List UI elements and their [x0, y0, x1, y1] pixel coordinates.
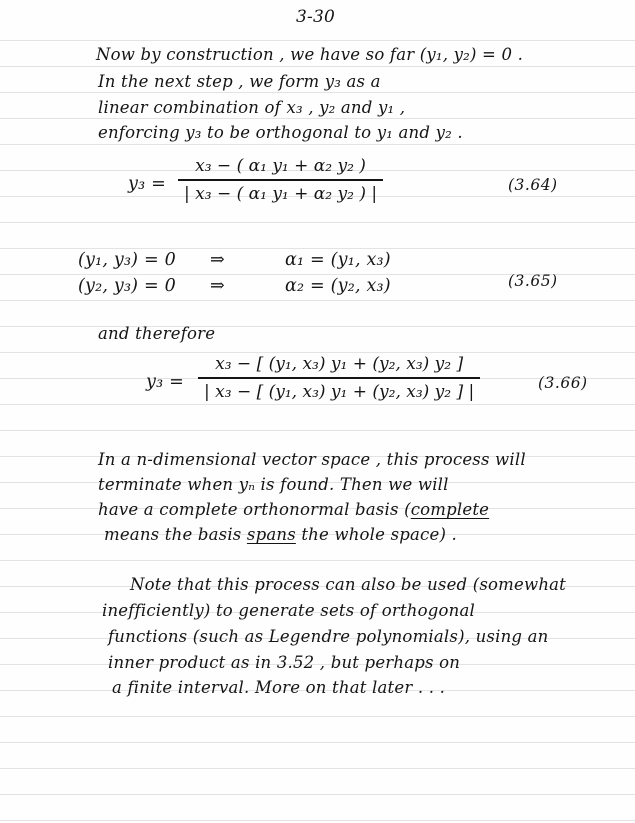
para3-line1: Note that this process can also be used (somewhat [130, 575, 567, 594]
eq-3-65-tag: (3.65) [508, 272, 558, 290]
para2-line2: terminate when yₙ is found. Then we will [98, 475, 449, 494]
para3-line4: inner product as in 3.52 , but perhaps on [108, 653, 461, 672]
para1-line3: linear combination of x₃ , y₂ and y₁ , [98, 98, 406, 117]
para2-line4-text-c: the whole space) . [295, 525, 457, 544]
underlined-word-complete: complete [410, 500, 490, 519]
and-therefore-text: and therefore [98, 324, 216, 343]
eq-3-65-row1-result: α₁ = (y₁, x₃) [285, 250, 391, 270]
eq-3-66-tag: (3.66) [538, 374, 588, 392]
page-number: 3-30 [296, 7, 335, 27]
para3-line5: a finite interval. More on that later . . . [112, 678, 446, 697]
eq-3-64-tag: (3.64) [508, 176, 558, 194]
eq-3-65-row2-condition: (y₂, y₃) = 0 [78, 276, 176, 296]
eq-3-66-denominator: | x₃ − [ (y₁, x₃) y₁ + (y₂, x₃) y₂ ] | [204, 381, 475, 402]
eq-3-65-row2-result: α₂ = (y₂, x₃) [285, 276, 391, 296]
eq-3-66-numerator: x₃ − [ (y₁, x₃) y₁ + (y₂, x₃) y₂ ] [215, 354, 464, 374]
eq-3-64-numerator: x₃ − ( α₁ y₁ + α₂ y₂ ) [195, 156, 366, 176]
para2-line3 [98, 497, 489, 523]
para1-line2: In the next step , we form y₃ as a [98, 72, 381, 91]
para2-line4 [104, 522, 457, 548]
eq-3-65-row2-arrow: ⇒ [210, 276, 225, 296]
para3-line2: inefficiently) to generate sets of orthogonal [102, 601, 475, 620]
para1-line4: enforcing y₃ to be orthogonal to y₁ and y₂ . [98, 123, 463, 142]
eq-3-65-row1-arrow: ⇒ [210, 250, 225, 270]
para2-line4-text-a: means the basis [104, 525, 247, 544]
para2-line3-text: have a complete orthonormal basis ( [98, 500, 411, 519]
eq-3-64-lhs: y₃ = [128, 174, 166, 194]
eq-3-66-lhs: y₃ = [146, 372, 184, 392]
para1-line1: Now by construction , we have so far (y₁, y₂) = 0 . [96, 45, 524, 64]
eq-3-64-fraction [178, 156, 383, 204]
para3-line3: functions (such as Legendre polynomials), using an [108, 627, 549, 646]
underlined-word-spans: spans [246, 525, 296, 544]
eq-3-65-row1-condition: (y₁, y₃) = 0 [78, 250, 176, 270]
eq-3-64-denominator: | x₃ − ( α₁ y₁ + α₂ y₂ ) | [184, 183, 378, 204]
para2-line1: In a n-dimensional vector space , this process will [98, 450, 526, 469]
eq-3-66-fraction [198, 354, 480, 402]
